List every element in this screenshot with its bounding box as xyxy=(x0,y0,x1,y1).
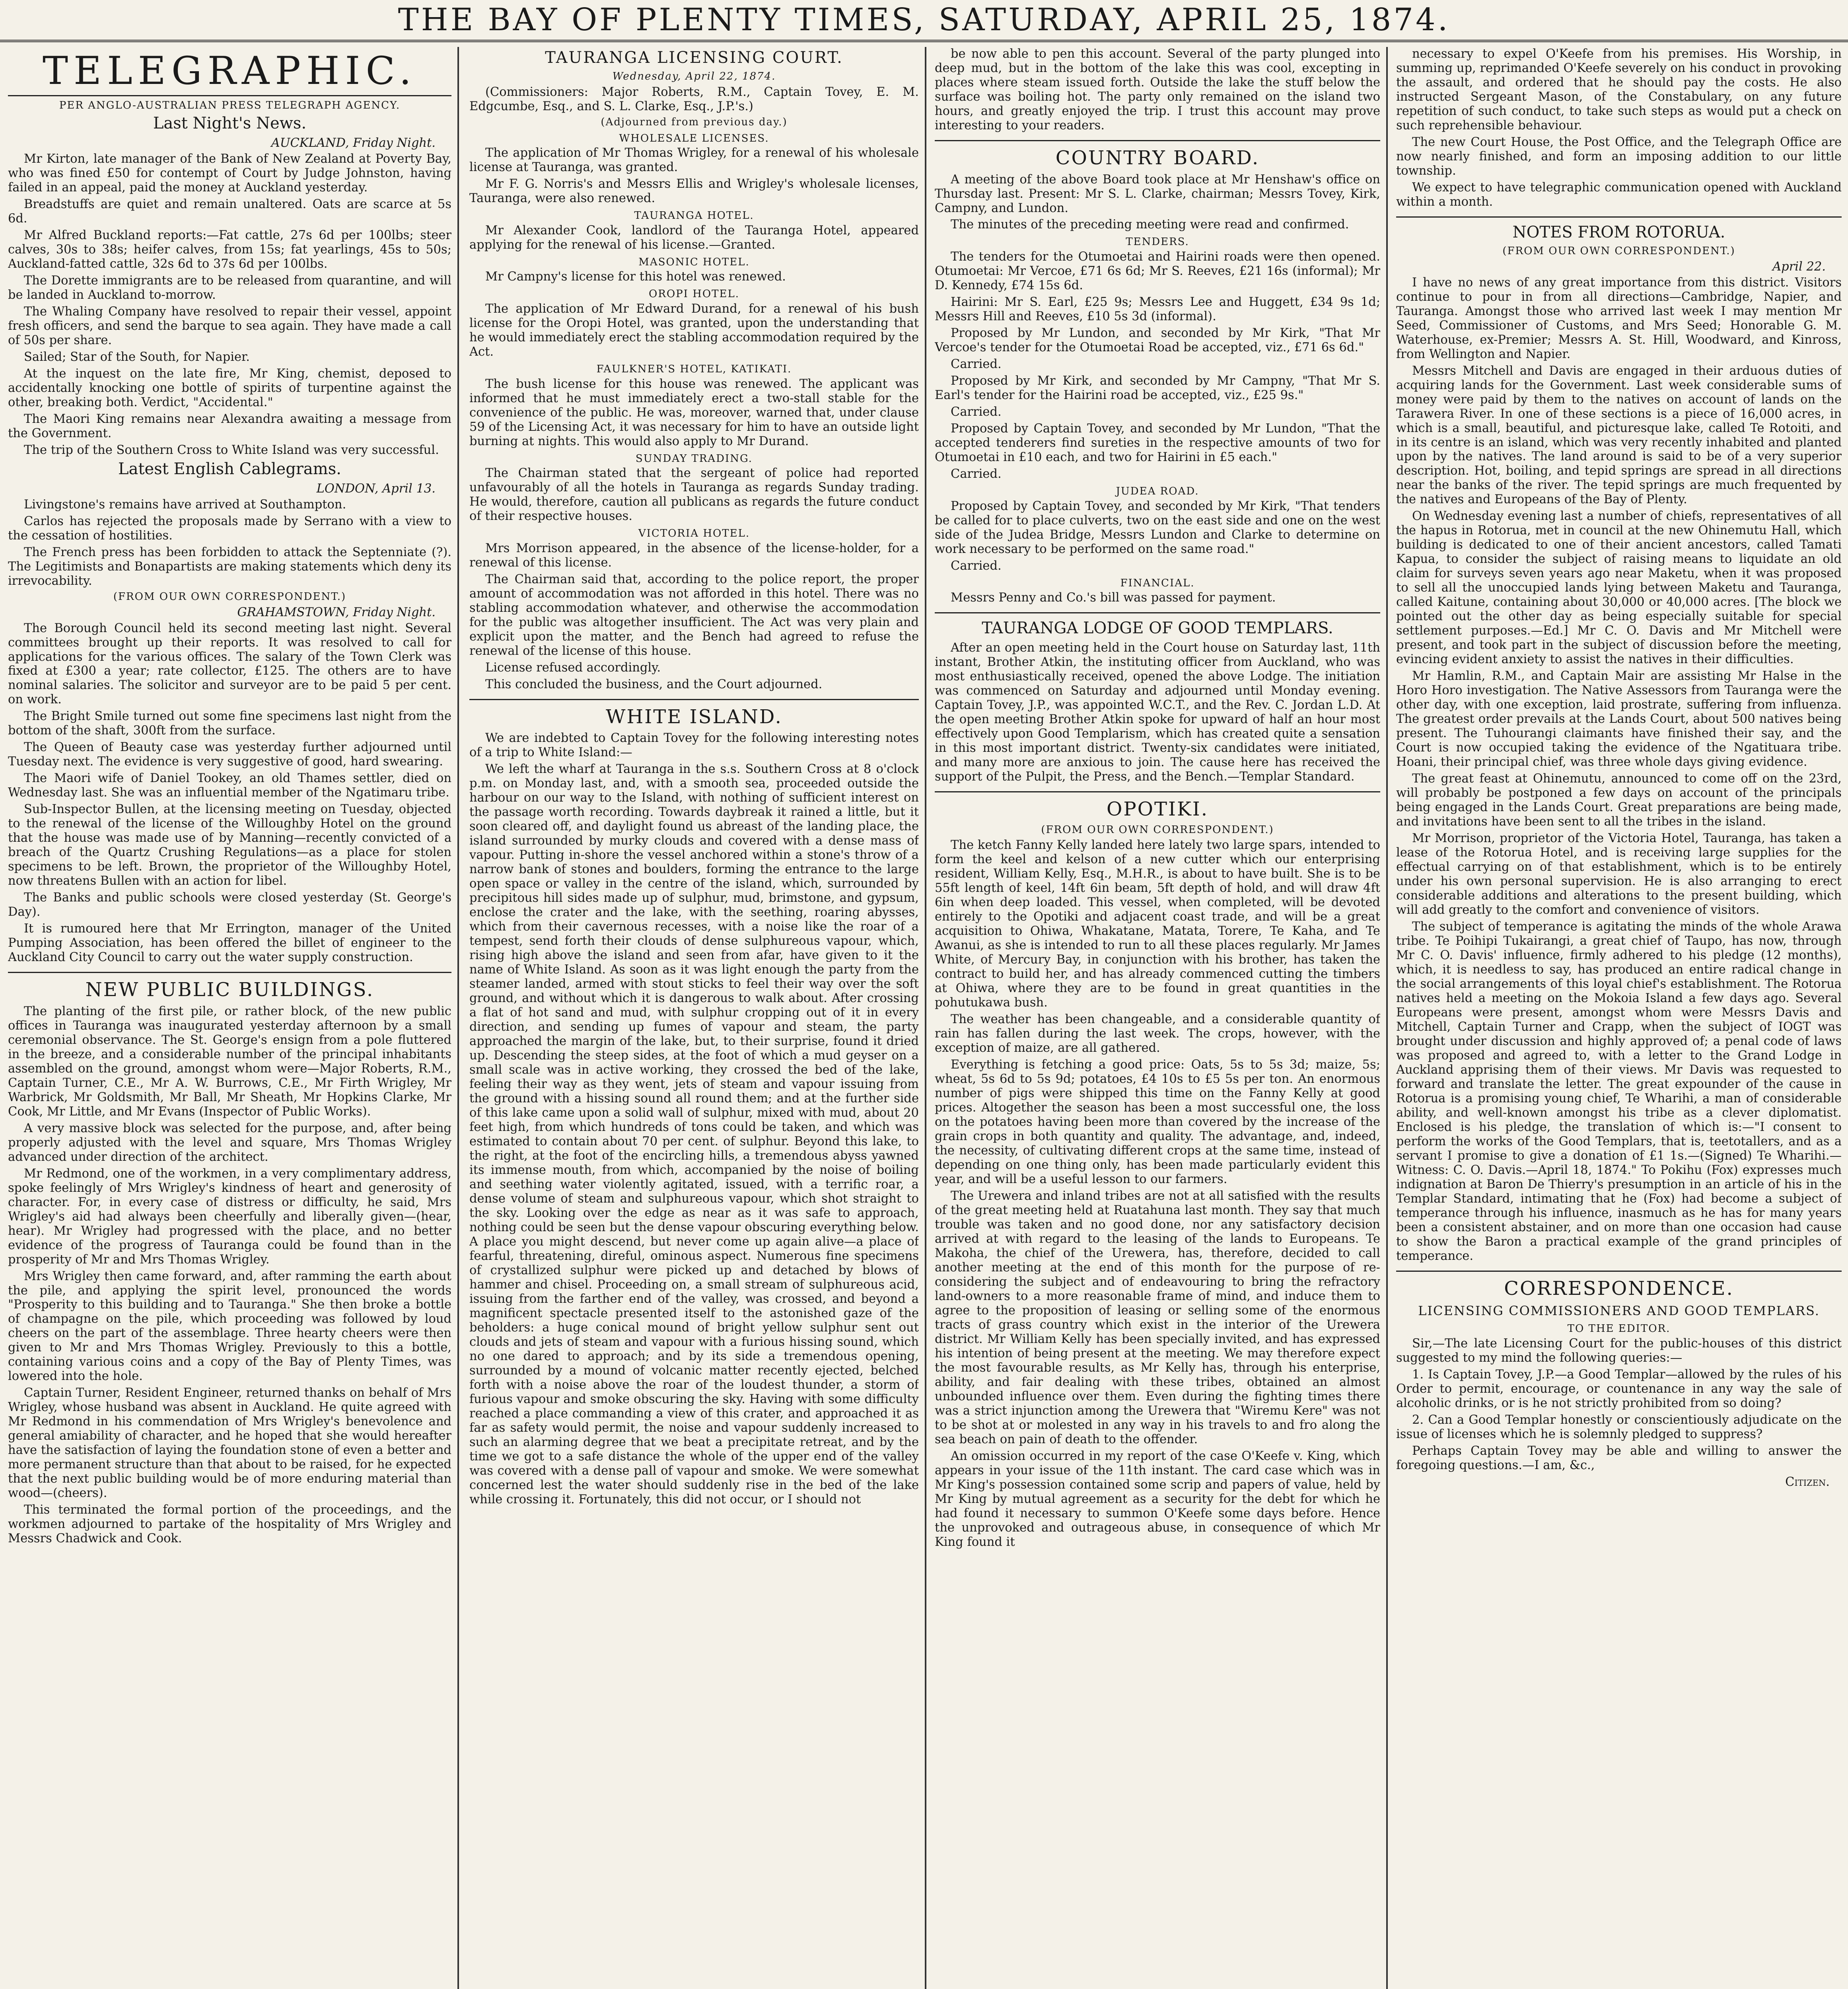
paragraph: We left the wharf at Tauranga in the s.s. Southern Cross at 8 o'clock p.m. on Monday last, and, with a smooth sea, proceeded outside the harbour on our way to the Island, with nothing of sufficient interest on the passage worth recording. Towards daybreak it rained a little, but it soon cleared off, and daylight found us abreast of the landing place, the island surrounded by murky clouds and covered with a dense mass of vapour. Putting in-shore the vessel anchored within a stone's throw of a narrow bank of stones and boulders, forming the entrance to the large open space or valley in the centre of the island, which, surrounded by precipitous hill sides made up of sulphur, mud, brimstone, and gypsum, enclose the crater and the lake, with the seething, roaring abysses, which from their cavernous recesses, with a noise like the roar of a tempest, send forth their clouds of dense sulphureous vapour, which, rising high above the island and seen from afar, have given to it the name of White Island. As soon as it was light enough the party from the steamer landed, armed with stout sticks to feel their way over the soft ground, and without which it is dangerous to walk about. After crossing a flat of hot sand and mud, with sulphur cropping out of it in every direction, and sending up fumes of vapour and steam, the party approached the margin of the lake, but, to their surprise, found it dried up. Descending the steep sides, at the foot of which a mud geyser on a small scale was in active working, they crossed the bed of the lake, feeling their way as they went, jets of steam and vapour issuing from the ground with a hissing sound all round them; and at the further side of this lake came upon a solid wall of sulphur, mixed with mud, about 20 feet high, from which hundreds of tons could be taken, and which was estimated to contain about 70 per cent. of sulphur. Beyond this lake, to the right, at the foot of the encircling hills, a tremendous abyss yawned its immense mouth, from which, accompanied by the noise of boiling and seething water violently agitated, issued, with a terrific roar, a dense volume of steam and sulphureous vapour, which shot straight to the sky. Looking over the edge as near as it was safe to approach, nothing could be seen but the dense vapour obscuring everything below. A place you might descend, but never come up again alive—a place of fearful, threatening, direful, ominous aspect. Numerous fine specimens of crystallized sulphur were picked up and detached by blows of hammer and chisel. Proceeding on, a small stream of sulphureous acid, issuing from the farther end of the valley, was crossed, and beyond a magnificent spectacle presented itself to the astonished gaze of the beholders: a huge conical mound of bright yellow sulphur sent out clouds and jets of steam and vapour with a furious hissing sound, which no one dared to approach; and by its side a tremendous opening, surrounded by a mound of volcanic matter recently ejected, belched forth with a noise above the roar of the loudest thunder, a storm of furious vapour and smoke obscuring the sky. Having with some difficulty reached a place commanding a view of this crater, and approached it as far as safety would permit, the noise and vapour suddenly increased to such an alarming degree that we beat a precipitate retreat, and by the time we got to a safe distance the whole of the upper end of the valley was covered with a dense pall of vapour and smoke. We were somewhat concerned lest the water should suddenly rise in the bed of the lake while crossing it. Fortunately, this did not occur, or I should not xyxy=(469,762,919,1506)
letter-addressee: TO THE EDITOR. xyxy=(1567,1322,1671,1335)
paragraph: necessary to expel O'Keefe from his premises. His Worship, in summing up, reprimanded O'Keefe severely on his conduct in provoking the assault, and ordered that he should pay the costs. He also instructed Sergeant Mason, of the Constabulary, on any future repetition of such conduct, to take such steps as would put a check on such reprehensible behaviour. xyxy=(1396,47,1842,132)
paragraph: The planting of the first pile, or rather block, of the new public offices in Tauranga was inaugurated yesterday afternoon by a small ceremonial observance. The St. George's ensign from a pole fluttered in the breeze, and a considerable number of the principal inhabitants assembled on the ground, amongst whom were—Major Roberts, R.M., Captain Turner, C.E., Mr A. W. Burrows, C.E., Mr Firth Wrigley, Mr Warbrick, Mr Goldsmith, Mr Ball, Mr Sheath, Mr Hopkins Clarke, Mr Cook, Mr Little, and Mr Evans (Inspector of Public Works). xyxy=(8,1004,451,1119)
letter-heading: LICENSING COMMISSIONERS AND GOOD TEMPLARS. xyxy=(1418,1303,1820,1319)
paragraph: We are indebted to Captain Tovey for the following interesting notes of a trip to White Island:— xyxy=(469,731,919,760)
paragraph: Sailed; Star of the South, for Napier. xyxy=(24,350,250,364)
tenders-paragraphs xyxy=(935,250,1380,481)
paragraph: I have no news of any great importance from this district. Visitors continue to pour in from all directions—Cambridge, Napier, and Tauranga. Amongst those who arrived last week I may mention Mr Seed, Commissioner of Customs, and Mrs Seed; Honorable G. M. Waterhouse, ex-Premier; Messrs A. St. Hill, Woodward, and Kinross, from Wellington and Napier. xyxy=(1396,275,1842,361)
country-board-heading: COUNTRY BOARD. xyxy=(1055,146,1260,169)
paragraph: The weather has been changeable, and a considerable quantity of rain has fallen during the last week. The crops, however, with the exception of maize, are all gathered. xyxy=(935,1012,1380,1055)
white-island-heading: WHITE ISLAND. xyxy=(606,705,782,728)
last-nights-news-heading: Last Night's News. xyxy=(153,114,307,132)
paragraph: This terminated the formal portion of the proceedings, and the workmen adjourned to partake of the hospitality of Mrs Wrigley and Messrs Chadwick and Cook. xyxy=(8,1503,451,1546)
paragraph: The bush license for this house was renewed. The applicant was informed that he must immediately erect a two-stall stable for the convenience of the public. He was, moreover, warned that, under clause 59 of the Licensing Act, it was necessary for him to have an outside light burning at nights. This would also apply to Mr Durand. xyxy=(469,377,919,448)
court-section-heading: OROPI HOTEL. xyxy=(648,288,740,300)
telegraphic-title: TELEGRAPHIC. xyxy=(8,49,451,96)
paragraph: It is rumoured here that Mr Errington, manager of the United Pumping Association, has been offered the billet of engineer to the Auckland City Council to carry out the water supply construction. xyxy=(8,922,451,965)
paragraph: Carried. xyxy=(951,357,1002,372)
divider xyxy=(1396,216,1842,218)
paragraph: The tenders for the Otumoetai and Hairini roads were then opened. Otumoetai: Mr Vercoe, £71 6s 6d; Mr S. Reeves, £21 16s (informal); Mr D. Kennedy, £74 15s 6d. xyxy=(935,250,1380,293)
divider xyxy=(935,791,1380,792)
rotorua-correspondent-label: (FROM OUR OWN CORRESPONDENT.) xyxy=(1502,245,1735,257)
correspondent-label: (FROM OUR OWN CORRESPONDENT.) xyxy=(113,590,346,603)
paragraph: The Bright Smile turned out some fine specimens last night from the bottom of the shaft, 300ft from the surface. xyxy=(8,709,451,738)
divider xyxy=(8,972,451,973)
paragraph: The Banks and public schools were closed yesterday (St. George's Day). xyxy=(8,891,451,919)
court-section-heading: VICTORIA HOTEL. xyxy=(638,527,750,540)
court-section-heading: MASONIC HOTEL. xyxy=(638,256,750,268)
paragraph: Captain Turner, Resident Engineer, returned thanks on behalf of Mrs Wrigley, whose husband was absent in Auckland. He quite agreed with Mr Redmond in his commendation of Mrs Wrigley's benevolence and general amiability of character, and he hoped that she would hereafter have the satisfaction of laying the foundation stone of even a better and more permanent structure than that about to be raised, for he expected that the next public building would be of more enduring material than wood—(cheers). xyxy=(8,1386,451,1501)
paragraph: A very massive block was selected for the purpose, and, after being properly adjusted with the level and square, Mrs Thomas Wrigley advanced under direction of the architect. xyxy=(8,1121,451,1164)
court-section-heading: SUNDAY TRADING. xyxy=(635,452,753,465)
paragraph: Mr Morrison, proprietor of the Victoria Hotel, Tauranga, has taken a lease of the Rotorua Hotel, and is receiving large supplies for the effectual carrying on of that establishment, which is to be entirely under his own personal supervision. He is also arranging to erect considerable additions and alterations to the present building, which will add greatly to the comfort and convenience of visitors. xyxy=(1396,831,1842,917)
paragraph: Mr Redmond, one of the workmen, in a very complimentary address, spoke feelingly of Mrs Wrigley's kindness of heart and generosity of character. For, in every case of distress or difficulty, he said, Mrs Wrigley's aid had always been cheerfully and liberally given—(hear, hear). Mr Wrigley had progressed with the place, and no better evidence of the progress of Tauranga could be found than in the prosperity of Mr and Mrs Thomas Wrigley. xyxy=(8,1166,451,1267)
paragraph: Carried. xyxy=(951,405,1002,419)
paragraph: Proposed by Mr Lundon, and seconded by Mr Kirk, "That Mr Vercoe's tender for the Otumoetai Road be accepted, viz., £71 6s 6d." xyxy=(935,326,1380,355)
buildings-paragraphs xyxy=(8,1004,451,1546)
paragraph: 1. Is Captain Tovey, J.P.—a Good Templar—allowed by the rules of his Order to permit, encourage, or countenance in any way the sale of alcoholic drinks, or is he not strictly prohibited from so doing? xyxy=(1396,1367,1842,1410)
paragraph: Livingstone's remains have arrived at Southampton. xyxy=(24,497,346,512)
white-island-continued: be now able to pen this account. Several of the party plunged into deep mud, but in the bottom of the lake this was cool, excepting in places where steam issued forth. Outside the lake the stuff below the surface was boiling hot. The party only remained on the island two hours, and greatly enjoyed the trip. I trust this account may prove interesting to your readers. xyxy=(935,47,1380,132)
paragraph: Mr F. G. Norris's and Messrs Ellis and Wrigley's wholesale licenses, Tauranga, were also renewed. xyxy=(469,177,919,206)
white-island-paragraphs xyxy=(469,731,919,1506)
opotiki-continued-paragraphs xyxy=(1396,47,1842,209)
paragraph: The application of Mr Thomas Wrigley, for a renewal of his wholesale license at Tauranga, was granted. xyxy=(469,146,919,175)
paragraph: The minutes of the preceding meeting were read and confirmed. xyxy=(951,218,1349,232)
paragraph: The French press has been forbidden to attack the Septenniate (?). The Legitimists and Bonapartists are making statements which deny its irrevocability. xyxy=(8,545,451,588)
court-commissioners: (Commissioners: Major Roberts, R.M., Captain Tovey, E. M. Edgcumbe, Esq., and S. L. Clarke, Esq., J.P.'s.) xyxy=(469,85,919,113)
paragraph: The Borough Council held its second meeting last night. Several committees brought up their reports. It was resolved to call for applications for the various offices. The salary of the Town Clerk was fixed at £300 a year; rate collector, £125. The others are to have nominal salaries. The solicitor and surveyor are to be paid 5 per cent. on work. xyxy=(8,621,451,707)
column-rule xyxy=(925,47,926,1989)
good-templars-heading: TAURANGA LODGE OF GOOD TEMPLARS. xyxy=(982,619,1333,638)
correspondent-paragraphs xyxy=(8,621,451,965)
news-dateline: AUCKLAND, Friday Night. xyxy=(271,136,436,150)
financial-heading: FINANCIAL. xyxy=(1120,577,1195,589)
judea-road-heading: JUDEA ROAD. xyxy=(1116,485,1199,497)
paragraph: Hairini: Mr S. Earl, £25 9s; Messrs Lee and Huggett, £34 9s 1d; Messrs Hill and Reeves, £10 5s 3d (informal). xyxy=(935,295,1380,324)
paragraph: Messrs Penny and Co.'s bill was passed for payment. xyxy=(951,591,1276,605)
rotorua-paragraphs xyxy=(1396,276,1842,1263)
paragraph: The subject of temperance is agitating the minds of the whole Arawa tribe. Te Poihipi Tukairangi, a great chief of Taupo, has now, through Mr C. O. Davis' influence, firmly adhered to his pledge (12 months), which, it is needless to say, has produced an entire radical change in the social arrangements of this loyal chief's establishment. The Rotorua natives held a meeting on the Mokoia Island a few days ago. Several Europeans were present, amongst whom were Messrs Davis and Mitchell, Captain Turner and Crapp, when the subject of IOGT was brought under discussion and highly approved of; a penal code of laws was proposed and agreed to, with a letter to the Grand Lodge in Auckland apprising them of their views. Mr Davis was requested to forward and translate the letter. The great expounder of the cause in Rotorua is a promising young chief, Te Wharihi, a man of considerable ability, and well-known amongst his tribe as a clever diplomatist. Enclosed is his pledge, the translation of which is:—"I consent to perform the works of the Good Templars, that is, teetotallers, and as a servant I promise to give a donation of £1 1s.—(Signed) Te Wharihi.—Witness: C. O. Davis.—April 18, 1874." To Pokihu (Fox) expresses much indignation at Baron De Thierry's presumption in an article of his in the Templar Standard, intimating that he (Fox) had become a subject of temperance through his influence, inasmuch as he has for many years been a consistent abstainer, and on more than one occasion had cause to show the Baron a practical example of the grand principles of temperance. xyxy=(1396,919,1842,1263)
public-buildings-heading: NEW PUBLIC BUILDINGS. xyxy=(85,979,374,1001)
paragraph: Sub-Inspector Bullen, at the licensing meeting on Tuesday, objected to the renewal of the license of the Willoughby Hotel on the ground that the house was made use of by Manning—recently convicted of a breach of the Quartz Crushing Regulations—as a place for stolen specimens to be left. Brown, the proprietor of the Willoughby Hotel, now threatens Bullen with an action for libel. xyxy=(8,802,451,888)
court-date: Wednesday, April 22, 1874. xyxy=(612,70,776,83)
paragraph: We expect to have telegraphic communication opened with Auckland within a month. xyxy=(1396,180,1842,209)
court-section-heading: WHOLESALE LICENSES. xyxy=(619,132,769,144)
paragraph: A meeting of the above Board took place at Mr Henshaw's office on Thursday last. Present: Mr S. L. Clarke, chairman; Messrs Tovey, Kirk, Campny, and Lundon. xyxy=(935,172,1380,215)
column-2 xyxy=(469,47,919,1989)
cablegrams-heading: Latest English Cablegrams. xyxy=(118,459,341,478)
paragraph: The Maori King remains near Alexandra awaiting a message from the Government. xyxy=(8,412,451,440)
grahamstown-dateline: GRAHAMSTOWN, Friday Night. xyxy=(237,605,436,619)
paragraph: At the inquest on the late fire, Mr King, chemist, deposed to accidentally knocking one bottle of spirits of turpentine against the other, breaking both. Verdict, "Accidental." xyxy=(8,366,451,409)
rotorua-heading: NOTES FROM ROTORUA. xyxy=(1512,223,1725,241)
rotorua-date: April 22. xyxy=(1772,259,1826,274)
paragraph: The Whaling Company have resolved to repair their vessel, appoint fresh officers, and send the barque to sea again. They have made a call of 50s per share. xyxy=(8,304,451,347)
opotiki-correspondent-label: (FROM OUR OWN CORRESPONDENT.) xyxy=(1041,823,1274,836)
paragraph: The trip of the Southern Cross to White Island was very successful. xyxy=(24,443,439,457)
licensing-court-heading: TAURANGA LICENSING COURT. xyxy=(545,49,843,67)
lodge-paragraphs xyxy=(935,641,1380,784)
paragraph: 2. Can a Good Templar honestly or conscientiously adjudicate on the issue of licenses which he is solemnly pledged to suppress? xyxy=(1396,1413,1842,1441)
board-paragraphs xyxy=(935,173,1380,232)
paragraph: Breadstuffs are quiet and remain unaltered. Oats are scarce at 5s 6d. xyxy=(8,197,451,226)
paragraph: Mr Alexander Cook, landlord of the Tauranga Hotel, appeared applying for the renewal of his license.—Granted. xyxy=(469,223,919,252)
paragraph: The great feast at Ohinemutu, announced to come off on the 23rd, will probably be postponed a few days on account of the principals being engaged in the Lands Court. Great preparations are being made, and invitations have been sent to all the tribes in the island. xyxy=(1396,772,1842,829)
paragraph: Proposed by Mr Kirk, and seconded by Mr Campny, "That Mr S. Earl's tender for the Hairini road be accepted, viz., £25 9s." xyxy=(935,374,1380,402)
court-adjourned: (Adjourned from previous day.) xyxy=(601,116,788,128)
paragraph: Proposed by Captain Tovey, and seconded by Mr Kirk, "That tenders be called for to place culverts, two on the east side and one on the west side of the Judea Bridge, Messrs Lundon and Clarke to determine on work necessary to be performed on the same road." xyxy=(935,499,1380,556)
paragraph: Mr Alfred Buckland reports:—Fat cattle, 27s 6d per 100lbs; steer calves, 30s to 38s; heifer calves, from 15s; fat yearlings, 45s to 50s; Auckland-fatted cattle, 32s 6d to 37s 6d per 100lbs. xyxy=(8,228,451,271)
paragraph: Mr Kirton, late manager of the Bank of New Zealand at Poverty Bay, who was fined £50 for contempt of Court by Judge Johnston, having failed in an appeal, paid the money at Auckland yesterday. xyxy=(8,152,451,195)
paragraph: Mr Campny's license for this hotel was renewed. xyxy=(485,270,786,284)
column-3 xyxy=(935,47,1380,1989)
divider xyxy=(935,612,1380,613)
paragraph: Proposed by Captain Tovey, and seconded by Mr Lundon, "That the accepted tenderers find sureties in the respective amounts of two for Otumoetai in £10 each, and two for Hairini in £5 each." xyxy=(935,421,1380,464)
paragraph: Carried. xyxy=(951,559,1002,573)
paragraph: Sir,—The late Licensing Court for the public-houses of this district suggested to my mind the following queries:— xyxy=(1396,1336,1842,1365)
column-1 xyxy=(8,47,451,1989)
paragraph: Mrs Wrigley then came forward, and, after ramming the earth about the pile, and applying the spirit level, pronounced the words "Prosperity to this building and to Tauranga." She then broke a bottle of champagne on the pile, which proceeding was followed by loud cheers on the part of the assemblage. Three hearty cheers were then given to Mr and Mrs Thomas Wrigley. Previously to this a bottle, containing various coins and a copy of the Bay of Plenty Times, was lowered into the hole. xyxy=(8,1269,451,1384)
cable-dateline: LONDON, April 13. xyxy=(316,481,436,496)
letter-signature: Citizen. xyxy=(1785,1475,1830,1489)
divider xyxy=(935,140,1380,141)
column-rule xyxy=(457,47,459,1989)
judea-paragraphs xyxy=(935,499,1380,573)
cable-paragraphs xyxy=(8,498,451,588)
paragraph: Everything is fetching a good price: Oats, 5s to 5s 3d; maize, 5s; wheat, 5s 6d to 5s 9d; potatoes, £4 10s to £5 5s per ton. An enormous number of pigs were shipped this time on the Fanny Kelly at good prices. Altogether the season has been a most successful one, the loss on the potatoes having been more than covered by the increase of the grain crops in both quantity and quality. The advantage, and, indeed, the necessity, of cultivating different crops at the same time, instead of depending on one thing only, has been made particularly evident this year, and will be a useful lesson to our farmers. xyxy=(935,1058,1380,1187)
news-paragraphs xyxy=(8,152,451,457)
paragraph: On Wednesday evening last a number of chiefs, representatives of all the hapus in Rotorua, met in council at the new Ohinemutu Hall, which building is dedicated to one of their ancient ancestors, called Tamati Kapua, to consider the subject of raising means to liquidate an old claim for surveys seven years ago near Maketu, when it was proposed to sell all the unoccupied lands lying between Maketu and Tauranga, called Kaitune, containing about 30,000 or 40,000 acres. [The block we pointed out the other day as being especially suitable for special settlement purposes.—Ed.] Mr C. O. Davis and Mr Mitchell were present, and took part in the subject of discussion before the meeting, evincing evident anxiety to assist the natives in their difficulties. xyxy=(1396,509,1842,667)
divider xyxy=(1396,1271,1842,1272)
opotiki-heading: OPOTIKI. xyxy=(1106,798,1209,821)
paragraph: After an open meeting held in the Court house on Saturday last, 11th instant, Brother Atkin, the instituting officer from Auckland, who was most enthusiastically received, opened the above Lodge. The initiation was commenced on Saturday and adjourned until Monday evening. Captain Tovey, J.P., was appointed W.C.T., and the Rev. C. Jordan L.D. At the open meeting Brother Atkin spoke for upward of half an hour most effectively upon Good Templarism, which has created quite a sensation in this most important district. Twenty-six candidates were initiated, and many more are anxious to join. The cause here has received the support of the Pulpit, the Press, and the Bench.—Templar Standard. xyxy=(935,641,1380,784)
paragraph: Carried. xyxy=(951,467,1002,481)
masthead: THE BAY OF PLENTY TIMES, SATURDAY, APRIL 25, 1874. xyxy=(0,0,1848,42)
paragraph: Carlos has rejected the proposals made by Serrano with a view to the cessation of hostilities. xyxy=(8,514,451,543)
opotiki-paragraphs xyxy=(935,838,1380,1549)
paragraph: Messrs Mitchell and Davis are engaged in their arduous duties of acquiring lands for the Government. Last week considerable sums of money were paid by them to the natives on account of lands on the Tarawera River. In one of these sections is a piece of 16,000 acres, in which is a small, beautiful, and picturesque lake, called Te Rotoiti, and in its centre is an island, which was very recently inhabited and planted upon by the natives. The land around is said to be of a very superior description. Hot, boiling, and tepid springs are spread in all directions near the banks of the river. The tepid springs are much frequented by the natives and Europeans of the Bay of Plenty. xyxy=(1396,364,1842,507)
court-section-heading: TAURANGA HOTEL. xyxy=(634,210,754,222)
paragraph: The Queen of Beauty case was yesterday further adjourned until Tuesday next. The evidence is very suggestive of good, hard swearing. xyxy=(8,740,451,769)
tenders-heading: TENDERS. xyxy=(1126,236,1189,248)
column-rule xyxy=(1386,47,1388,1989)
paragraph: The Chairman stated that the sergeant of police had reported unfavourably of all the hotels in Tauranga as regards Sunday trading. He would, therefore, caution all publicans as regards the future conduct of their respective houses. xyxy=(469,466,919,524)
court-section-heading: FAULKNER'S HOTEL, KATIKATI. xyxy=(596,363,792,376)
paragraph: An omission occurred in my report of the case O'Keefe v. King, which appears in your issue of the 11th instant. The card case which was in Mr King's possession contained some scrip and papers of value, held by Mr King by mutual agreement as a security for the debt for which he had found it necessary to summon O'Keefe some days before. Hence the unprovoked and outrageous abuse, in consequence of which Mr King found it xyxy=(935,1449,1380,1549)
correspondence-heading: CORRESPONDENCE. xyxy=(1504,1277,1734,1300)
financial-paragraphs xyxy=(935,591,1380,605)
divider xyxy=(469,699,919,700)
letter-paragraphs xyxy=(1396,1337,1842,1473)
agency-line: PER ANGLO-AUSTRALIAN PRESS TELEGRAPH AGENCY. xyxy=(59,99,401,112)
paragraph: Perhaps Captain Tovey may be able and willing to answer the foregoing questions.—I am, &c., xyxy=(1396,1444,1842,1472)
paragraph: The new Court House, the Post Office, and the Telegraph Office are now nearly finished, and form an imposing addition to our little township. xyxy=(1396,135,1842,178)
paragraph: The application of Mr Edward Durand, for a renewal of his bush license for the Oropi Hotel, was granted, upon the understanding that he would immediately erect the stabling accommodation required by the Act. xyxy=(469,302,919,359)
paragraph: The Dorette immigrants are to be released from quarantine, and will be landed in Auckland to-morrow. xyxy=(8,273,451,302)
court-sections xyxy=(469,132,919,692)
paragraph: The Urewera and inland tribes are not at all satisfied with the results of the great meeting held at Ruatahuna last month. They say that much trouble was taken and no good done, nor any satisfactory decision arrived at with regard to the leasing of the lands to Europeans. Te Makoha, the chief of the Urewera, has, therefore, decided to call another meeting at the end of this month for the purpose of re-considering the subject and of endeavouring to bring the refractory land-owners to a more reasonable frame of mind, and induce them to agree to the proposition of leasing or selling some of the enormous tracts of grass country which exist in the interior of the Urewera district. Mr William Kelly has been specially invited, and has expressed his intention of being present at the meeting. We may therefore expect the most favourable results, as Mr Kelly has, through his enterprise, ability, and fair dealing with these tribes, obtained an almost unbounded influence over them. Even during the fighting times there was a strict injunction among the Urewera that "Wiremu Kere" was not to be shot at or molested in any way in his travels to and fro along the sea beach on pain of death to the offender. xyxy=(935,1189,1380,1446)
column-4 xyxy=(1396,47,1842,1989)
paragraph: The Chairman said that, according to the police report, the proper amount of accommodation was not afforded in this hotel. There was no stabling accommodation whatever, and otherwise the accommodation for the public was altogether insufficient. The Act was very plain and explicit upon the matter, and the Bench had agreed to refuse the renewal of the license of this house. xyxy=(469,572,919,658)
paragraph: Mrs Morrison appeared, in the absence of the license-holder, for a renewal of this license. xyxy=(469,541,919,570)
paragraph: License refused accordingly. xyxy=(485,660,661,675)
paragraph: The Maori wife of Daniel Tookey, an old Thames settler, died on Wednesday last. She was an influential member of the Ngatimaru tribe. xyxy=(8,771,451,800)
paragraph: This concluded the business, and the Court adjourned. xyxy=(485,677,823,691)
paragraph: Mr Hamlin, R.M., and Captain Mair are assisting Mr Halse in the Horo Horo investigation. The Native Assessors from Tauranga were the other day, with one exception, laid prostrate, suffering from influenza. The greatest order prevails at the Lands Court, about 500 natives being present. The Tuhourangi claimants have finished their say, and the Court is now occupied taking the evidence of the Ngatituara tribe. Hoani, their principal chief, was three whole days giving evidence. xyxy=(1396,669,1842,769)
paragraph: The ketch Fanny Kelly landed here lately two large spars, intended to form the keel and kelson of a new cutter which our enterprising resident, William Kelly, Esq., M.H.R., is about to have built. She is to be 55ft length of keel, 14ft 6in beam, 5ft depth of hold, and will draw 4ft 6in when deep loaded. This vessel, when completed, will be devoted entirely to the Opotiki and adjacent coast trade, and will be a great acquisition to Ohiwa, Whakatane, Matata, Torere, Te Kaha, and Te Awanui, as she is intended to run to all these places regularly. Mr James White, of Mercury Bay, in conjunction with his brother, has taken the contract to build her, and has already commenced cutting the timbers at Ohiwa, where they are to be found in great quantities in the pohutukawa bush. xyxy=(935,838,1380,1010)
